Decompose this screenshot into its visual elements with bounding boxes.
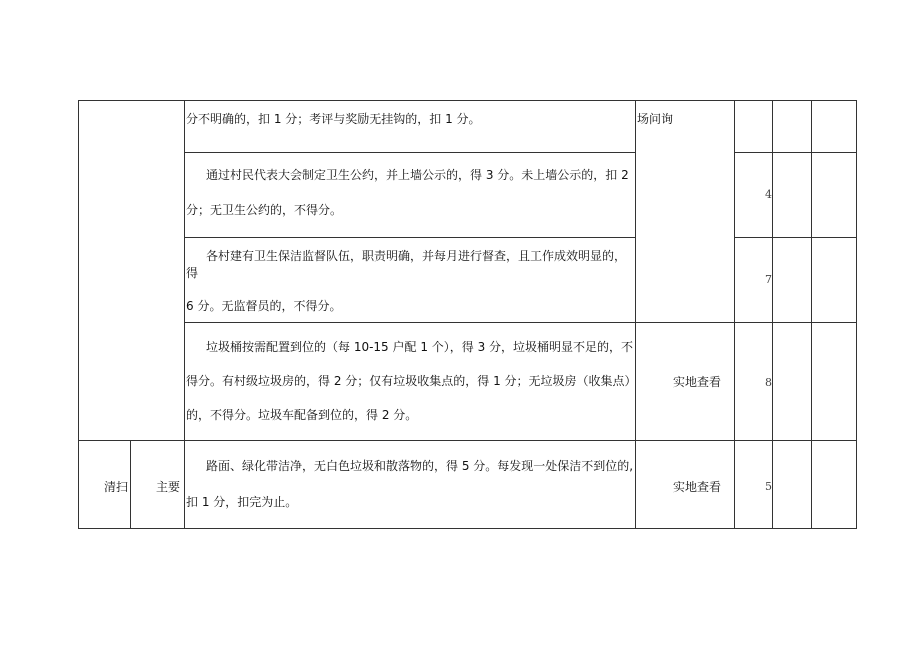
row-divider: [184, 237, 635, 238]
criteria-text: 垃圾桶按需配置到位的（每 10-15 户配 1 个），得 3 分，垃圾桶明显不足的，不: [206, 340, 634, 354]
criteria-text: 得分。有村级垃圾房的，得 2 分；仅有垃圾收集点的，得 1 分；无垃圾房（收集点）: [186, 374, 637, 388]
criteria-text: 分不明确的，扣 1 分；考评与奖励无挂钩的，扣 1 分。: [186, 112, 481, 126]
column-divider: [856, 100, 857, 529]
row-divider: [734, 237, 857, 238]
criteria-text: 分；无卫生公约的，不得分。: [186, 203, 343, 217]
criteria-text: 得: [186, 266, 199, 280]
table-rule-top: [78, 100, 857, 101]
row-divider: [734, 152, 857, 153]
score-value: 8: [765, 376, 772, 389]
column-divider: [635, 100, 636, 529]
criteria-text: 路面、绿化带洁净，无白色垃圾和散落物的，得 5 分。每发现一处保洁不到位的,: [206, 459, 634, 473]
column-divider: [772, 100, 773, 529]
score-value: 5: [765, 480, 772, 493]
criteria-text: 各村建有卫生保洁监督队伍，职责明确，并每月进行督查，且工作成效明显的，: [206, 249, 627, 263]
column-divider: [184, 100, 185, 529]
row-divider: [78, 440, 857, 441]
table-rule-bottom: [78, 528, 857, 529]
subcategory-label: 主要: [156, 480, 181, 494]
category-label: 清扫: [104, 480, 129, 494]
column-divider: [734, 100, 735, 529]
check-method: 场问询: [637, 112, 674, 126]
criteria-text: 扣 1 分，扣完为止。: [186, 495, 298, 509]
criteria-text: 通过村民代表大会制定卫生公约，并上墙公示的，得 3 分。未上墙公示的，扣 2: [206, 168, 629, 182]
row-divider: [184, 152, 635, 153]
check-method: 实地查看: [673, 480, 722, 494]
criteria-text: 的，不得分。垃圾车配备到位的，得 2 分。: [186, 408, 418, 422]
check-method: 实地查看: [673, 375, 722, 389]
row-divider: [184, 322, 857, 323]
column-divider: [78, 100, 79, 529]
column-divider: [130, 440, 131, 529]
score-value: 7: [765, 273, 772, 286]
column-divider: [811, 100, 812, 529]
criteria-text: 6 分。无监督员的，不得分。: [186, 299, 342, 313]
score-value: 4: [765, 188, 772, 201]
